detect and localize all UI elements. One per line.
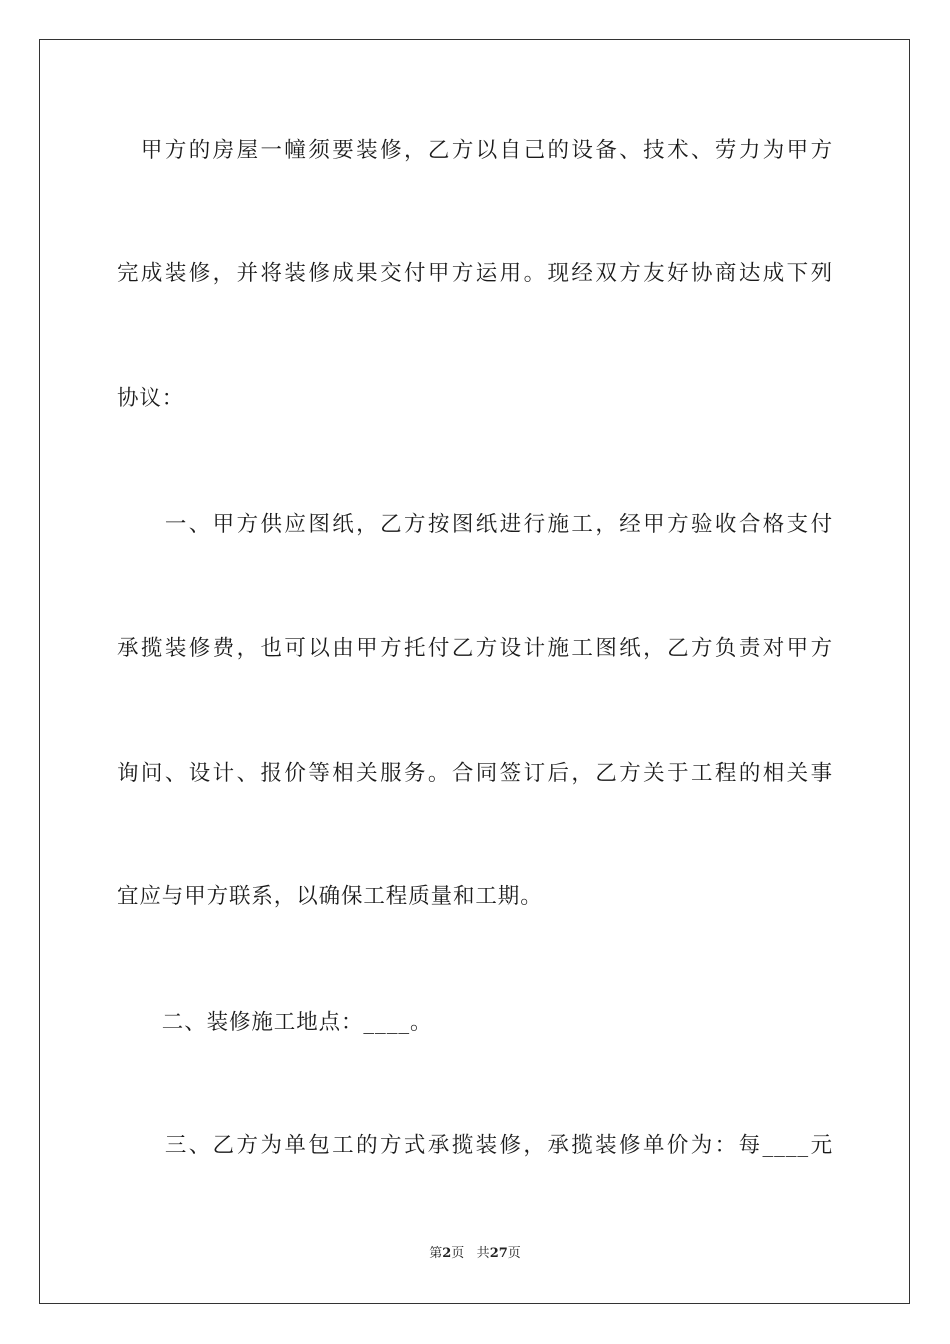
footer-total-prefix: 共 <box>476 1246 490 1261</box>
paragraph-line-4: 一、甲方供应图纸，乙方按图纸进行施工，经甲方验收合格支付 <box>117 512 833 537</box>
paragraph-line-9: 三、乙方为单包工的方式承揽装修，承揽装修单价为：每____元 <box>117 1133 833 1158</box>
paragraph-line-8: 二、装修施工地点：____。 <box>117 1010 433 1035</box>
footer-page-prefix: 第 <box>429 1246 443 1261</box>
footer-total-pages: 27 <box>489 1246 508 1261</box>
page-footer <box>0 1245 950 1263</box>
paragraph-line-2: 完成装修，并将装修成果交付甲方运用。现经双方友好协商达成下列 <box>117 261 833 286</box>
paragraph-line-6: 询问、设计、报价等相关服务。合同签订后，乙方关于工程的相关事 <box>117 761 833 786</box>
page-border <box>39 39 910 1304</box>
footer-total-suffix: 页 <box>507 1246 521 1261</box>
footer-page-number: 2 <box>442 1246 452 1261</box>
paragraph-line-3: 协议： <box>117 386 185 411</box>
paragraph-line-7: 宜应与甲方联系，以确保工程质量和工期。 <box>117 884 543 909</box>
paragraph-line-5: 承揽装修费，也可以由甲方托付乙方设计施工图纸，乙方负责对甲方 <box>117 636 833 661</box>
paragraph-line-1: 甲方的房屋一幢须要装修，乙方以自己的设备、技术、劳力为甲方 <box>117 138 833 163</box>
footer-page-suffix: 页 <box>451 1246 465 1261</box>
